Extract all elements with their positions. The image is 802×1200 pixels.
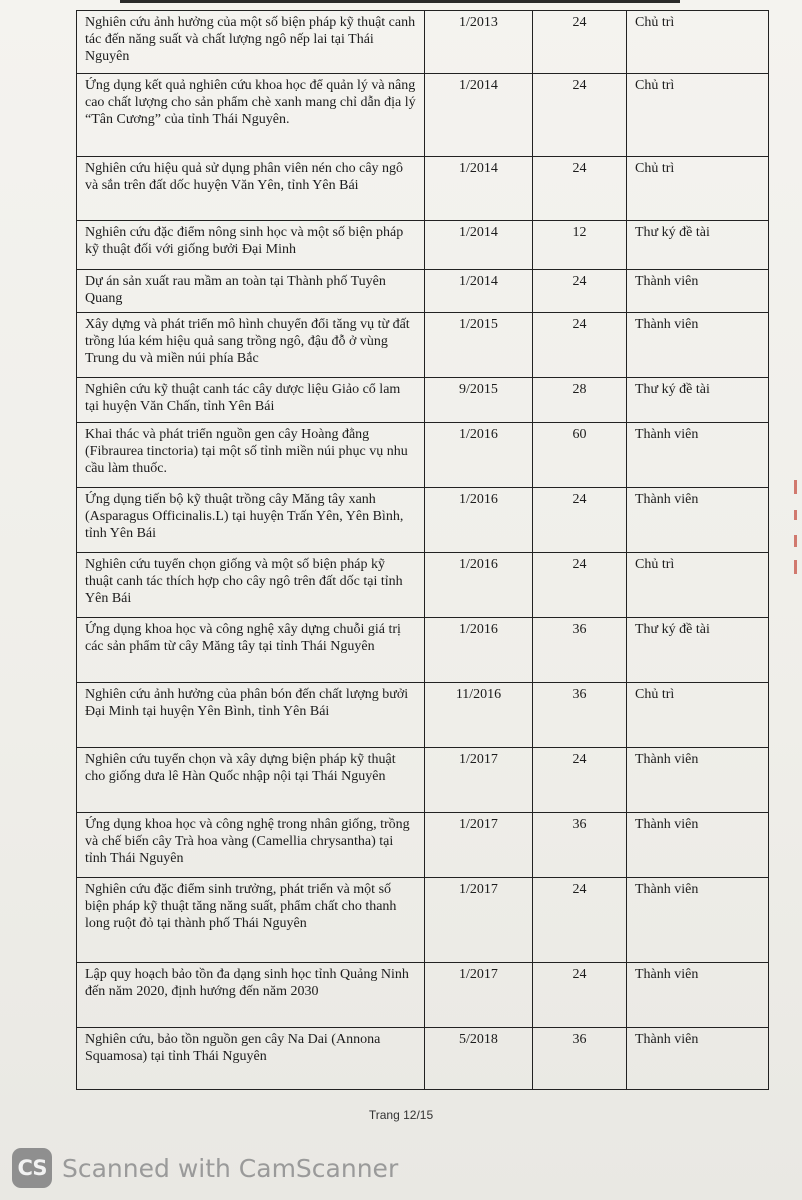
camscanner-logo-icon: CS: [12, 1148, 52, 1188]
duration-months-cell: 12: [533, 221, 627, 270]
red-edge-marks: [794, 480, 800, 590]
start-date-cell: 1/2014: [425, 270, 533, 313]
duration-months-cell: 24: [533, 488, 627, 553]
start-date-cell: 1/2016: [425, 553, 533, 618]
role-cell: Thành viên: [627, 963, 769, 1028]
start-date-cell: 1/2014: [425, 221, 533, 270]
table-row: [77, 221, 769, 270]
duration-months-cell: 24: [533, 878, 627, 963]
role-cell: Thành viên: [627, 270, 769, 313]
start-date-cell: 1/2016: [425, 618, 533, 683]
table-row: [77, 378, 769, 423]
role-cell: Thành viên: [627, 878, 769, 963]
role-cell: Chủ trì: [627, 157, 769, 221]
table-row: [77, 813, 769, 878]
duration-months-cell: 36: [533, 683, 627, 748]
duration-months-cell: 24: [533, 553, 627, 618]
start-date-cell: 1/2017: [425, 813, 533, 878]
duration-months-cell: 36: [533, 813, 627, 878]
start-date-cell: 1/2016: [425, 423, 533, 488]
duration-months-cell: 36: [533, 1028, 627, 1090]
role-cell: Thành viên: [627, 488, 769, 553]
duration-months-cell: 24: [533, 157, 627, 221]
start-date-cell: 1/2013: [425, 11, 533, 74]
duration-months-cell: 24: [533, 313, 627, 378]
duration-months-cell: 28: [533, 378, 627, 423]
duration-months-cell: 60: [533, 423, 627, 488]
role-cell: Thành viên: [627, 313, 769, 378]
project-title-cell: Ứng dụng khoa học và công nghệ trong nhân giống, trồng và chế biến cây Trà hoa vàng (Camellia chrysantha) tại tỉnh Thái Nguyên: [77, 813, 425, 878]
project-title-cell: Nghiên cứu đặc điểm nông sinh học và một số biện pháp kỹ thuật đối với giống bưởi Đại Minh: [77, 221, 425, 270]
role-cell: Thư ký đề tài: [627, 618, 769, 683]
start-date-cell: 9/2015: [425, 378, 533, 423]
duration-months-cell: 24: [533, 74, 627, 157]
table-row: [77, 157, 769, 221]
table-row: [77, 963, 769, 1028]
role-cell: Thành viên: [627, 813, 769, 878]
duration-months-cell: 36: [533, 618, 627, 683]
table-row: [77, 270, 769, 313]
role-cell: Thành viên: [627, 748, 769, 813]
role-cell: Chủ trì: [627, 74, 769, 157]
role-cell: Thành viên: [627, 1028, 769, 1090]
project-title-cell: Khai thác và phát triển nguồn gen cây Hoàng đằng (Fibraurea tinctoria) tại một số tỉnh miền núi phục vụ nhu cầu làm thuốc.: [77, 423, 425, 488]
table-row: [77, 423, 769, 488]
project-title-cell: Nghiên cứu hiệu quả sử dụng phân viên nén cho cây ngô và sắn trên đất dốc huyện Văn Yên, tỉnh Yên Bái: [77, 157, 425, 221]
project-title-cell: Dự án sản xuất rau mầm an toàn tại Thành phố Tuyên Quang: [77, 270, 425, 313]
top-border-line: [120, 0, 680, 3]
duration-months-cell: 24: [533, 270, 627, 313]
start-date-cell: 1/2014: [425, 157, 533, 221]
duration-months-cell: 24: [533, 11, 627, 74]
table-row: [77, 74, 769, 157]
table-row: [77, 313, 769, 378]
table-row: [77, 11, 769, 74]
start-date-cell: 1/2015: [425, 313, 533, 378]
table-row: [77, 553, 769, 618]
role-cell: Thư ký đề tài: [627, 378, 769, 423]
table-row: [77, 1028, 769, 1090]
start-date-cell: 1/2017: [425, 748, 533, 813]
project-title-cell: Nghiên cứu ảnh hưởng của phân bón đến chất lượng bưởi Đại Minh tại huyện Yên Bình, tỉnh Yên Bái: [77, 683, 425, 748]
camscanner-watermark: [12, 1148, 398, 1188]
project-title-cell: Nghiên cứu tuyển chọn giống và một số biện pháp kỹ thuật canh tác thích hợp cho cây ngô trên đất dốc tại tỉnh Yên Bái: [77, 553, 425, 618]
start-date-cell: 1/2014: [425, 74, 533, 157]
research-projects-table: [76, 10, 769, 1090]
role-cell: Chủ trì: [627, 11, 769, 74]
project-title-cell: Nghiên cứu tuyển chọn và xây dựng biện pháp kỹ thuật cho giống dưa lê Hàn Quốc nhập nội tại Thái Nguyên: [77, 748, 425, 813]
table-row: [77, 878, 769, 963]
start-date-cell: 1/2017: [425, 878, 533, 963]
project-title-cell: Ứng dụng khoa học và công nghệ xây dựng chuỗi giá trị các sản phẩm từ cây Măng tây tại tỉnh Thái Nguyên: [77, 618, 425, 683]
table-row: [77, 748, 769, 813]
project-title-cell: Xây dựng và phát triển mô hình chuyển đổi tăng vụ từ đất trồng lúa kém hiệu quả sang trồng ngô, đậu đỗ ở vùng Trung du và miền núi phía Bắc: [77, 313, 425, 378]
role-cell: Thành viên: [627, 423, 769, 488]
start-date-cell: 11/2016: [425, 683, 533, 748]
table-row: [77, 488, 769, 553]
project-title-cell: Nghiên cứu, bảo tồn nguồn gen cây Na Dai (Annona Squamosa) tại tỉnh Thái Nguyên: [77, 1028, 425, 1090]
project-title-cell: Nghiên cứu ảnh hưởng của một số biện pháp kỹ thuật canh tác đến năng suất và chất lượng ngô nếp lai tại Thái Nguyên: [77, 11, 425, 74]
table-row: [77, 683, 769, 748]
project-title-cell: Nghiên cứu đặc điểm sinh trưởng, phát triển và một số biện pháp kỹ thuật tăng năng suất, phẩm chất cho thanh long ruột đỏ tại thành phố Thái Nguyên: [77, 878, 425, 963]
start-date-cell: 1/2017: [425, 963, 533, 1028]
project-title-cell: Ứng dụng tiến bộ kỹ thuật trồng cây Măng tây xanh (Asparagus Officinalis.L) tại huyện Trấn Yên, Yên Bình, tỉnh Yên Bái: [77, 488, 425, 553]
role-cell: Chủ trì: [627, 553, 769, 618]
duration-months-cell: 24: [533, 963, 627, 1028]
start-date-cell: 1/2016: [425, 488, 533, 553]
duration-months-cell: 24: [533, 748, 627, 813]
project-title-cell: Lập quy hoạch bảo tồn đa dạng sinh học tỉnh Quảng Ninh đến năm 2020, định hướng đến năm 2030: [77, 963, 425, 1028]
role-cell: Chủ trì: [627, 683, 769, 748]
table-row: [77, 618, 769, 683]
start-date-cell: 5/2018: [425, 1028, 533, 1090]
project-title-cell: Nghiên cứu kỹ thuật canh tác cây dược liệu Giảo cổ lam tại huyện Văn Chấn, tỉnh Yên Bái: [77, 378, 425, 423]
watermark-text: Scanned with CamScanner: [62, 1153, 399, 1183]
role-cell: Thư ký đề tài: [627, 221, 769, 270]
page-number: Trang 12/15: [368, 1108, 434, 1122]
project-title-cell: Ứng dụng kết quả nghiên cứu khoa học để quản lý và nâng cao chất lượng cho sản phẩm chè xanh mang chỉ dẫn địa lý “Tân Cương” của tỉnh Thái Nguyên.: [77, 74, 425, 157]
